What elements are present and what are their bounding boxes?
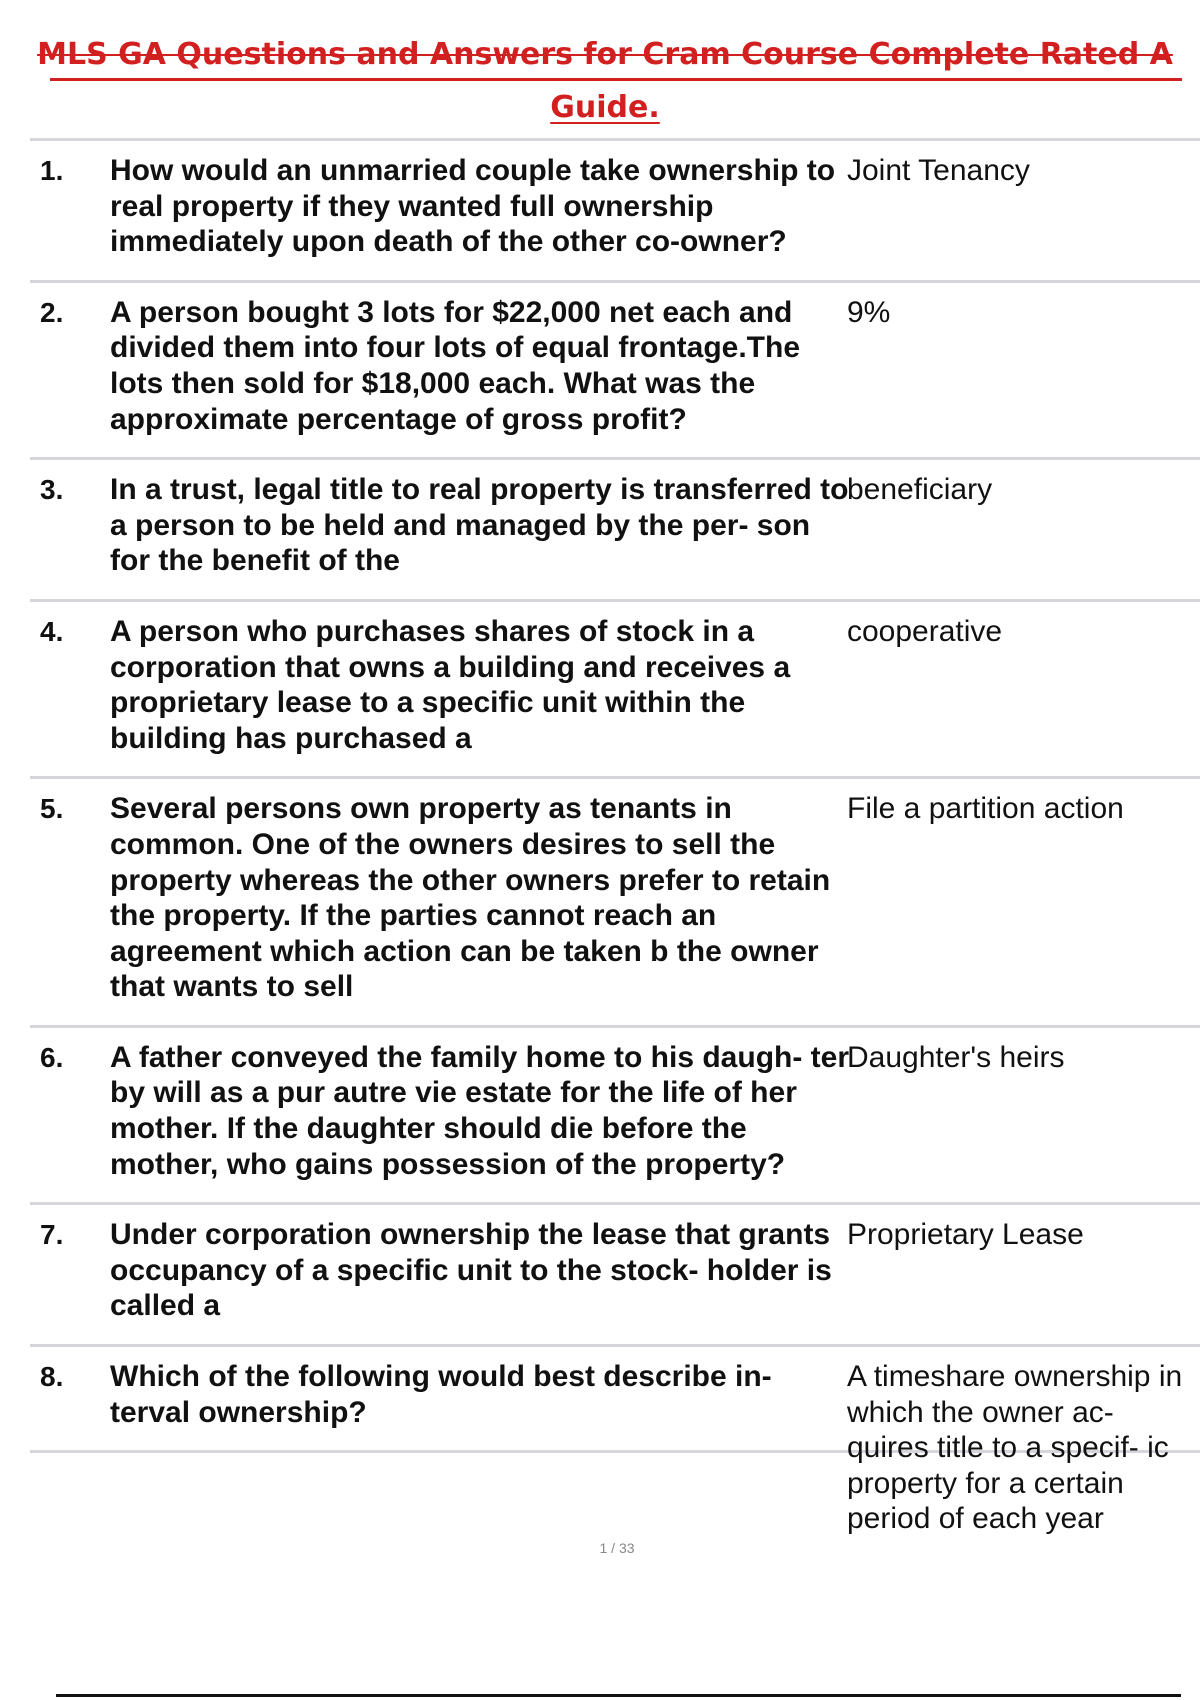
question-text: A person who purchases shares of stock in a corporation that owns a building and receives a proprietary lease to a specific unit within the building has purchased a bbox=[110, 614, 791, 755]
document-title-line-1: MLS GA Questions and Answers for Cram Course Complete Rated A bbox=[37, 37, 1173, 72]
question-number: 2. bbox=[40, 296, 64, 328]
answer-text: beneficiary bbox=[847, 473, 993, 507]
answer-text: 9% bbox=[847, 295, 891, 329]
question-number: 7. bbox=[40, 1219, 64, 1251]
question-number: 4. bbox=[40, 615, 64, 647]
question-number: 6. bbox=[40, 1041, 64, 1073]
answer-text: A timeshare ownership in which the owner ac- quires title to a specif- ic property for a certain period of each year bbox=[847, 1360, 1183, 1536]
footer-rule bbox=[56, 1694, 1181, 1697]
question-text: Several persons own property as tenants in common. One of the owners desires to sell the property whereas the other owners prefer to retain the property. If the parties cannot reach an agreement which action can be taken b the owner that wants to sell bbox=[110, 792, 831, 1004]
qa-row bbox=[30, 460, 1200, 602]
question-text: Which of the following would best describe in- terval ownership? bbox=[110, 1360, 772, 1429]
qa-row bbox=[30, 283, 1200, 460]
qa-row bbox=[30, 779, 1200, 1028]
answer-text: Joint Tenancy bbox=[847, 154, 1030, 187]
qa-row bbox=[30, 602, 1200, 779]
qa-row bbox=[30, 1028, 1200, 1205]
qa-list bbox=[30, 138, 1200, 1536]
question-text: How would an unmarried couple take ownership to real property if they wanted full ownership immediately upon death of the other co-owner? bbox=[110, 154, 836, 259]
question-number: 5. bbox=[40, 793, 64, 825]
page-number: 1 / 33 bbox=[599, 1540, 635, 1556]
question-text: A father conveyed the family home to his daugh- ter by will as a pur autre vie estate for the life of her mother. If the daughter should die before the mother, who gains possession of the property? bbox=[110, 1040, 850, 1181]
document-title-line-2: Guide. bbox=[550, 90, 660, 125]
question-text: A person bought 3 lots for $22,000 net each and divided them into four lots of equal frontage.The lots then sold for $18,000 each. What was the approximate percentage of gross profit? bbox=[110, 295, 800, 436]
qa-row bbox=[30, 141, 1200, 283]
question-number: 1. bbox=[40, 155, 64, 186]
qa-row bbox=[30, 1347, 1200, 1536]
question-text: In a trust, legal title to real property is transferred to a person to be held and managed by the per- son for the benefit of the bbox=[110, 473, 849, 578]
qa-row bbox=[30, 1205, 1200, 1347]
question-number: 8. bbox=[40, 1361, 64, 1393]
question-number: 3. bbox=[40, 474, 64, 506]
document-title bbox=[30, 28, 1180, 134]
question-text: Under corporation ownership the lease that grants occupancy of a specific unit to the stock- holder is called a bbox=[110, 1218, 832, 1323]
answer-text: File a partition action bbox=[847, 792, 1124, 826]
answer-text: Daughter's heirs bbox=[847, 1040, 1065, 1074]
answer-text: cooperative bbox=[847, 614, 1003, 648]
title-rule bbox=[50, 78, 1182, 81]
answer-text: Proprietary Lease bbox=[847, 1218, 1084, 1252]
